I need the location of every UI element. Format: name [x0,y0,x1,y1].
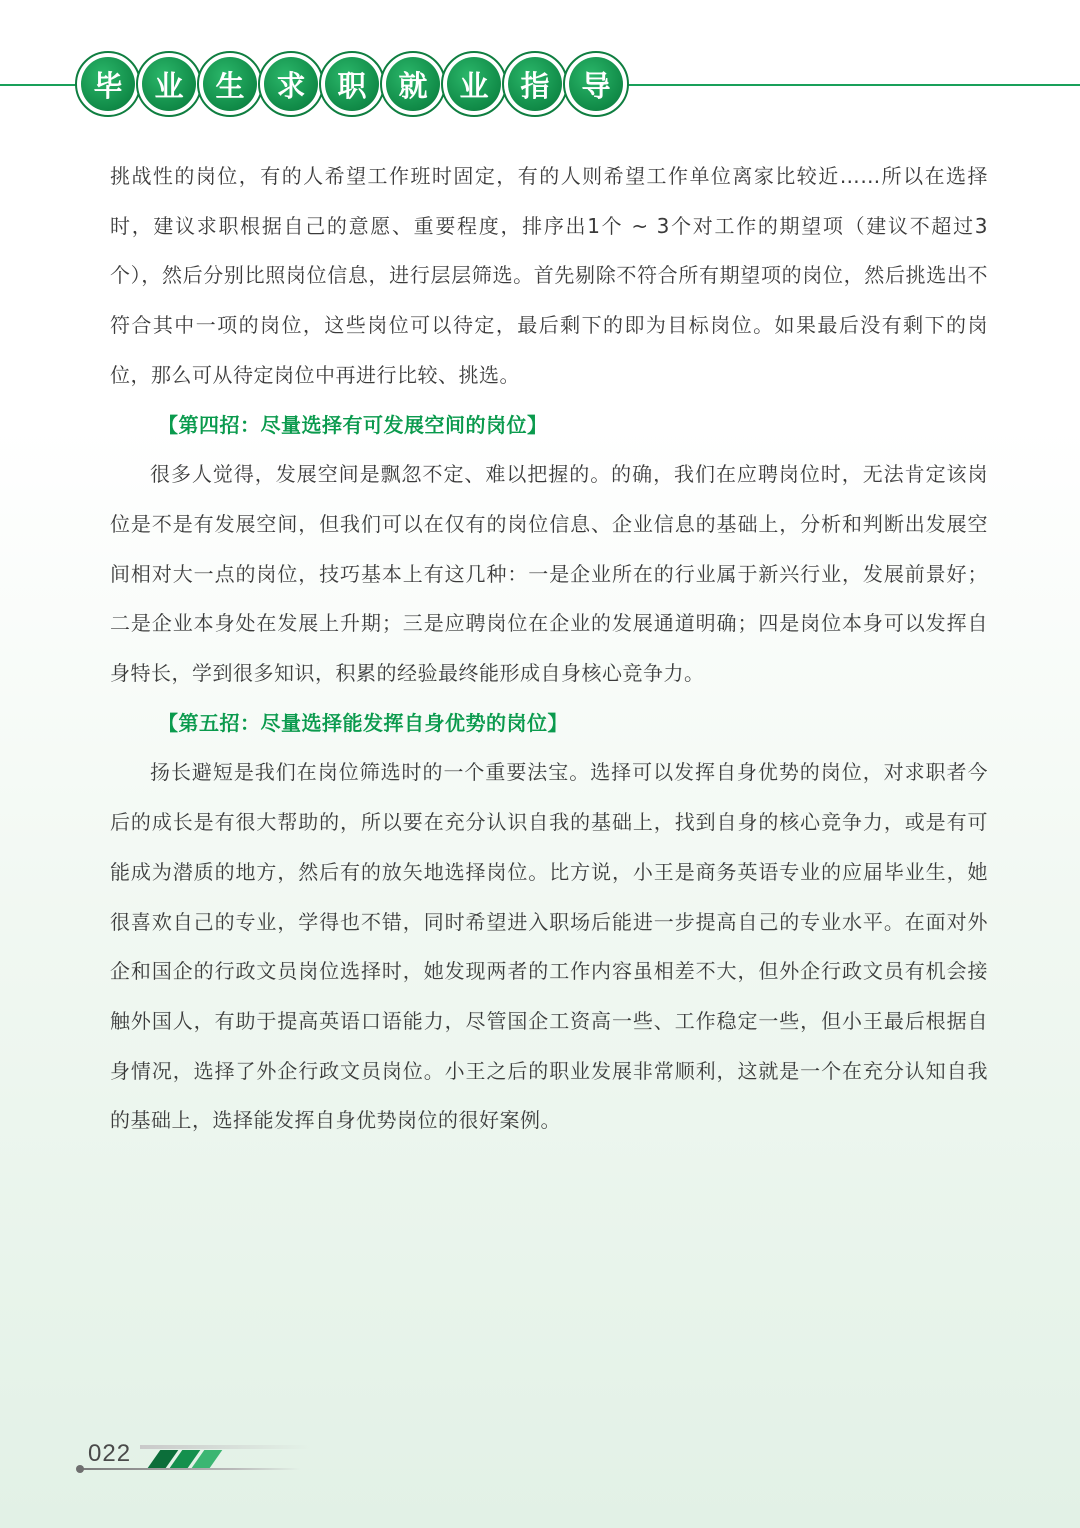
title-char: 业 [142,57,196,111]
article-body [110,152,988,1146]
footer-stripes [148,1450,238,1472]
footer-dot [76,1465,84,1473]
page-number: 022 [88,1440,132,1467]
title-circle [563,51,629,117]
title-circle [319,51,385,117]
title-circle [380,51,446,117]
title-char: 生 [203,57,257,111]
title-circle [75,51,141,117]
title-circle [502,51,568,117]
title-circle [441,51,507,117]
title-char: 导 [569,57,623,111]
paragraph-continuation: 挑战性的岗位，有的人希望工作班时固定，有的人则希望工作单位离家比较近……所以在选择时，建议求职根据自己的意愿、重要程度，排序出1个 ~ 3个对工作的期望项（建议不超过3个），然后分别比照岗位信息，进行层层筛选。首先剔除不符合所有期望项的岗位，然后挑选出不符合其中一项的岗位，这些岗位可以待定，最后剩下的即为目标岗位。如果最后没有剩下的岗位，那么可从待定岗位中再进行比较、挑选。 [110,164,988,387]
footer-fade-line [140,1445,310,1449]
paragraph: 很多人觉得，发展空间是飘忽不定、难以把握的。的确，我们在应聘岗位时，无法肯定该岗位是不是有发展空间，但我们可以在仅有的岗位信息、企业信息的基础上，分析和判断出发展空间相对大一点的岗位，技巧基本上有这几种：一是企业所在的行业属于新兴行业，发展前景好；二是企业本身处在发展上升期；三是应聘岗位在企业的发展通道明确；四是岗位本身可以发挥自身特长，学到很多知识，积累的经验最终能形成自身核心竞争力。 [110,462,988,686]
section-heading-5: 【第五招：尽量选择能发挥自身优势的岗位】 [158,710,568,735]
header-title-banner [75,51,645,117]
title-char: 业 [447,57,501,111]
title-char: 求 [264,57,318,111]
paragraph: 扬长避短是我们在岗位筛选时的一个重要法宝。选择可以发挥自身优势的岗位，对求职者今后的成长是有很大帮助的，所以要在充分认识自我的基础上，找到自身的核心竞争力，或是有可能成为潜质的地方，然后有的放矢地选择岗位。比方说，小王是商务英语专业的应届毕业生，她很喜欢自己的专业，学得也不错，同时希望进入职场后能进一步提高自己的专业水平。在面对外企和国企的行政文员岗位选择时，她发现两者的工作内容虽相差不大，但外企行政文员有机会接触外国人，有助于提高英语口语能力，尽管国企工资高一些、工作稳定一些，但小王最后根据自身情况，选择了外企行政文员岗位。小王之后的职业发展非常顺利，这就是一个在充分认知自我的基础上，选择能发挥自身优势岗位的很好案例。 [110,760,988,1133]
title-circle [197,51,263,117]
title-char: 毕 [81,57,135,111]
title-circle [136,51,202,117]
title-char: 就 [386,57,440,111]
title-char: 职 [325,57,379,111]
page-footer [76,1440,316,1480]
title-circle [258,51,324,117]
title-char: 指 [508,57,562,111]
section-heading-4: 【第四招：尽量选择有可发展空间的岗位】 [158,412,548,437]
